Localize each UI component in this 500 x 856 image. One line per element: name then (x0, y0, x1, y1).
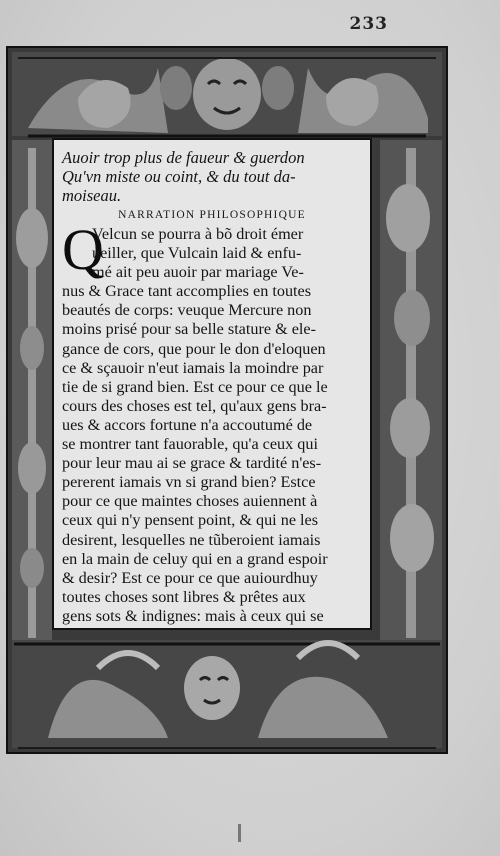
section-title: NARRATION PHILOSOPHIQUE (118, 209, 306, 221)
italic-heading (62, 148, 362, 205)
drop-cap: Q (62, 217, 104, 282)
text-line: desirent, lesquelles ne tũberoient iamais (62, 530, 321, 549)
text-line: nus & Grace tant accomplies en toutes (62, 282, 312, 301)
text-line: pererent iamais vn si grand bien? Estce (62, 473, 316, 492)
body-text (62, 217, 362, 626)
text-line: se montrer tant fauorable, qu'a ceux qui (62, 435, 318, 454)
text-line: mé ait peu auoir par mariage Ve- (92, 263, 304, 282)
text-line: gance de cors, que pour le don d'eloquen (62, 339, 326, 358)
text-line: moins prisé pour sa belle stature & ele- (62, 320, 316, 339)
text-line: beautés de corps: veuque Mercure non (62, 301, 312, 320)
page-edge-mark (238, 824, 241, 842)
text-line: en la main de celuy qui en a grand espoir (62, 549, 328, 568)
text-line: ce & sçauoir n'eut iamais la moindre par (62, 358, 324, 377)
text-line: & desir? Est ce pour ce que auiourdhuy (62, 568, 318, 587)
text-line: ceux qui n'y pensent point, & qui ne les (62, 511, 319, 530)
text-line: ues & accors fortune n'a accoutumé de (62, 415, 313, 434)
italic-heading-line: Auoir trop plus de faueur & guerdon (62, 148, 305, 167)
page-number: 233 (349, 14, 388, 34)
text-line: toutes choses sont libres & prêtes aux (62, 587, 306, 606)
text-line: Velcun se pourra à bõ droit émer (92, 225, 304, 243)
text-line: pour ce que maintes choses auiennent à (62, 492, 318, 511)
text-line: ueiller, que Vulcain laid & enfu- (92, 244, 302, 263)
text-panel (52, 138, 372, 630)
text-line: gens sots & indignes: mais à ceux qui se (62, 606, 324, 625)
text-line: pour leur mau ai se grace & tardité n'es- (62, 454, 322, 473)
italic-heading-line: Qu'vn miste ou coint, & du tout da- (62, 167, 296, 186)
italic-heading-line: moiseau. (62, 186, 122, 205)
text-line: tie de si grand bien. Est ce pour ce que le (62, 377, 328, 396)
text-line: cours des choses est tel, qu'aux gens bra- (62, 396, 327, 415)
